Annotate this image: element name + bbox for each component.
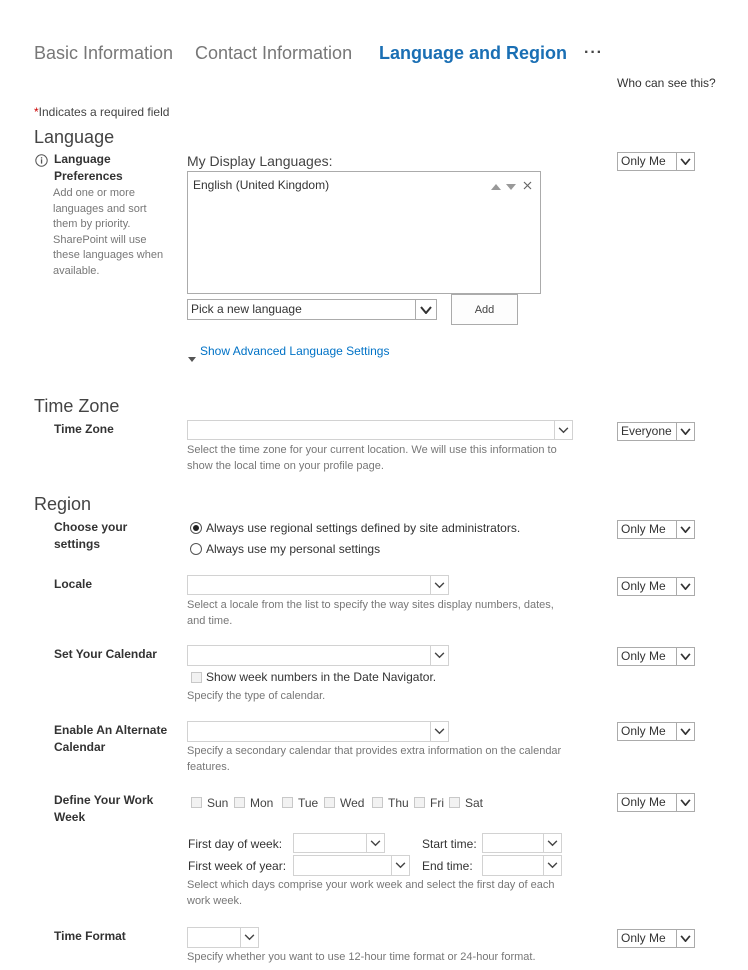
chevron-down-icon	[676, 930, 694, 947]
first-day-label: First day of week:	[188, 837, 283, 851]
chevron-down-icon	[554, 421, 572, 439]
info-icon[interactable]	[35, 154, 48, 172]
language-preferences-description: Add one or more languages and sort them by priority. SharePoint will use these languages when available.	[53, 187, 164, 277]
time-zone-privacy-select[interactable]: Everyone	[617, 422, 695, 441]
choose-settings-label: Choose your settings	[54, 520, 128, 551]
locale-description: Select a locale from the list to specify the way sites display numbers, dates, and time.	[187, 599, 554, 627]
day-checkbox-wed[interactable]	[324, 797, 335, 808]
first-week-select[interactable]	[293, 855, 410, 876]
chevron-down-icon	[366, 834, 384, 852]
chevron-down-icon	[676, 153, 694, 170]
time-zone-heading: Time Zone	[34, 396, 120, 416]
chevron-down-icon	[676, 723, 694, 740]
calendar-label: Set Your Calendar	[54, 647, 157, 661]
time-zone-description: Select the time zone for your current location. We will use this information to show the local time on your profile page.	[187, 444, 557, 472]
tab-contact-information[interactable]: Contact Information	[195, 43, 353, 63]
chevron-down-icon	[240, 928, 258, 947]
chevron-down-icon	[543, 834, 561, 852]
first-week-label: First week of year:	[188, 859, 287, 873]
time-format-privacy-select[interactable]: Only Me	[617, 929, 695, 948]
time-format-description: Specify whether you want to use 12-hour time format or 24-hour format.	[187, 951, 536, 963]
locale-privacy-select[interactable]: Only Me	[617, 577, 695, 596]
day-label-thu: Thu	[388, 796, 409, 810]
calendar-description: Specify the type of calendar.	[187, 690, 326, 702]
radio-admin-settings-label: Always use regional settings defined by site administrators.	[206, 521, 521, 535]
day-label-tue: Tue	[298, 796, 319, 810]
chevron-down-icon	[391, 856, 409, 875]
alternate-calendar-description: Specify a secondary calendar that provides extra information on the calendar features.	[187, 745, 562, 773]
work-week-description: Select which days comprise your work week and select the first day of each work week.	[187, 879, 555, 907]
end-time-select[interactable]	[482, 855, 562, 876]
day-label-wed: Wed	[340, 796, 365, 810]
chevron-down-icon	[676, 648, 694, 665]
add-language-button[interactable]: Add	[451, 294, 518, 325]
calendar-privacy-select[interactable]: Only Me	[617, 647, 695, 666]
time-format-label: Time Format	[54, 929, 126, 943]
start-time-select[interactable]	[482, 833, 562, 853]
day-label-fri: Fri	[430, 796, 444, 810]
alternate-calendar-privacy-select[interactable]: Only Me	[617, 722, 695, 741]
move-up-icon[interactable]	[490, 178, 502, 196]
display-languages-list[interactable]	[187, 171, 541, 294]
week-numbers-label: Show week numbers in the Date Navigator.	[206, 670, 437, 684]
who-can-see-header: Who can see this?	[617, 76, 716, 90]
alternate-calendar-label: Enable An Alternate Calendar	[54, 723, 168, 754]
chevron-down-icon	[415, 300, 436, 319]
chevron-down-icon	[543, 856, 561, 875]
pick-language-select[interactable]: Pick a new language	[187, 299, 437, 320]
required-field-note: *Indicates a required field	[34, 105, 170, 119]
start-time-label: Start time:	[422, 837, 477, 851]
work-week-label: Define Your Work Week	[54, 793, 154, 824]
chevron-down-icon	[430, 722, 448, 741]
day-label-sat: Sat	[465, 796, 484, 810]
chevron-down-icon	[676, 521, 694, 538]
remove-icon[interactable]	[523, 177, 532, 195]
move-down-icon[interactable]	[505, 178, 517, 196]
day-label-mon: Mon	[250, 796, 274, 810]
time-zone-label: Time Zone	[54, 422, 114, 436]
day-checkbox-sat[interactable]	[449, 797, 460, 808]
time-format-select[interactable]	[187, 927, 259, 948]
chevron-down-icon	[430, 576, 448, 594]
more-tabs-button[interactable]: ···	[584, 44, 603, 61]
radio-personal-settings-label: Always use my personal settings	[206, 542, 381, 556]
day-checkbox-thu[interactable]	[372, 797, 383, 808]
tab-basic-information[interactable]: Basic Information	[34, 43, 174, 63]
day-checkbox-fri[interactable]	[414, 797, 425, 808]
display-languages-label: My Display Languages:	[187, 153, 333, 169]
week-numbers-checkbox[interactable]	[191, 672, 202, 683]
language-heading: Language	[34, 127, 115, 147]
day-checkbox-tue[interactable]	[282, 797, 293, 808]
calendar-select[interactable]	[187, 645, 449, 666]
choose-settings-privacy-select[interactable]: Only Me	[617, 520, 695, 539]
language-preferences-label: Language Preferences	[54, 152, 123, 183]
work-week-privacy-select[interactable]: Only Me	[617, 793, 695, 812]
chevron-down-icon	[676, 423, 694, 440]
chevron-down-icon	[430, 646, 448, 665]
end-time-label: End time:	[422, 859, 473, 873]
day-label-sun: Sun	[207, 796, 229, 810]
radio-admin-settings[interactable]	[190, 522, 202, 534]
tab-language-and-region[interactable]: Language and Region	[379, 43, 568, 63]
expand-arrow-icon	[188, 350, 196, 368]
first-day-select[interactable]	[293, 833, 385, 853]
day-checkbox-sun[interactable]	[191, 797, 202, 808]
language-privacy-select[interactable]: Only Me	[617, 152, 695, 171]
locale-label: Locale	[54, 577, 93, 591]
time-zone-select[interactable]	[187, 420, 573, 440]
day-checkbox-mon[interactable]	[234, 797, 245, 808]
locale-select[interactable]	[187, 575, 449, 595]
chevron-down-icon	[676, 794, 694, 811]
show-advanced-language-settings-link[interactable]: Show Advanced Language Settings	[200, 344, 390, 358]
chevron-down-icon	[676, 578, 694, 595]
alternate-calendar-select[interactable]	[187, 721, 449, 742]
list-item[interactable]: English (United Kingdom)	[193, 178, 330, 192]
region-heading: Region	[34, 494, 92, 514]
radio-personal-settings[interactable]	[190, 543, 202, 555]
